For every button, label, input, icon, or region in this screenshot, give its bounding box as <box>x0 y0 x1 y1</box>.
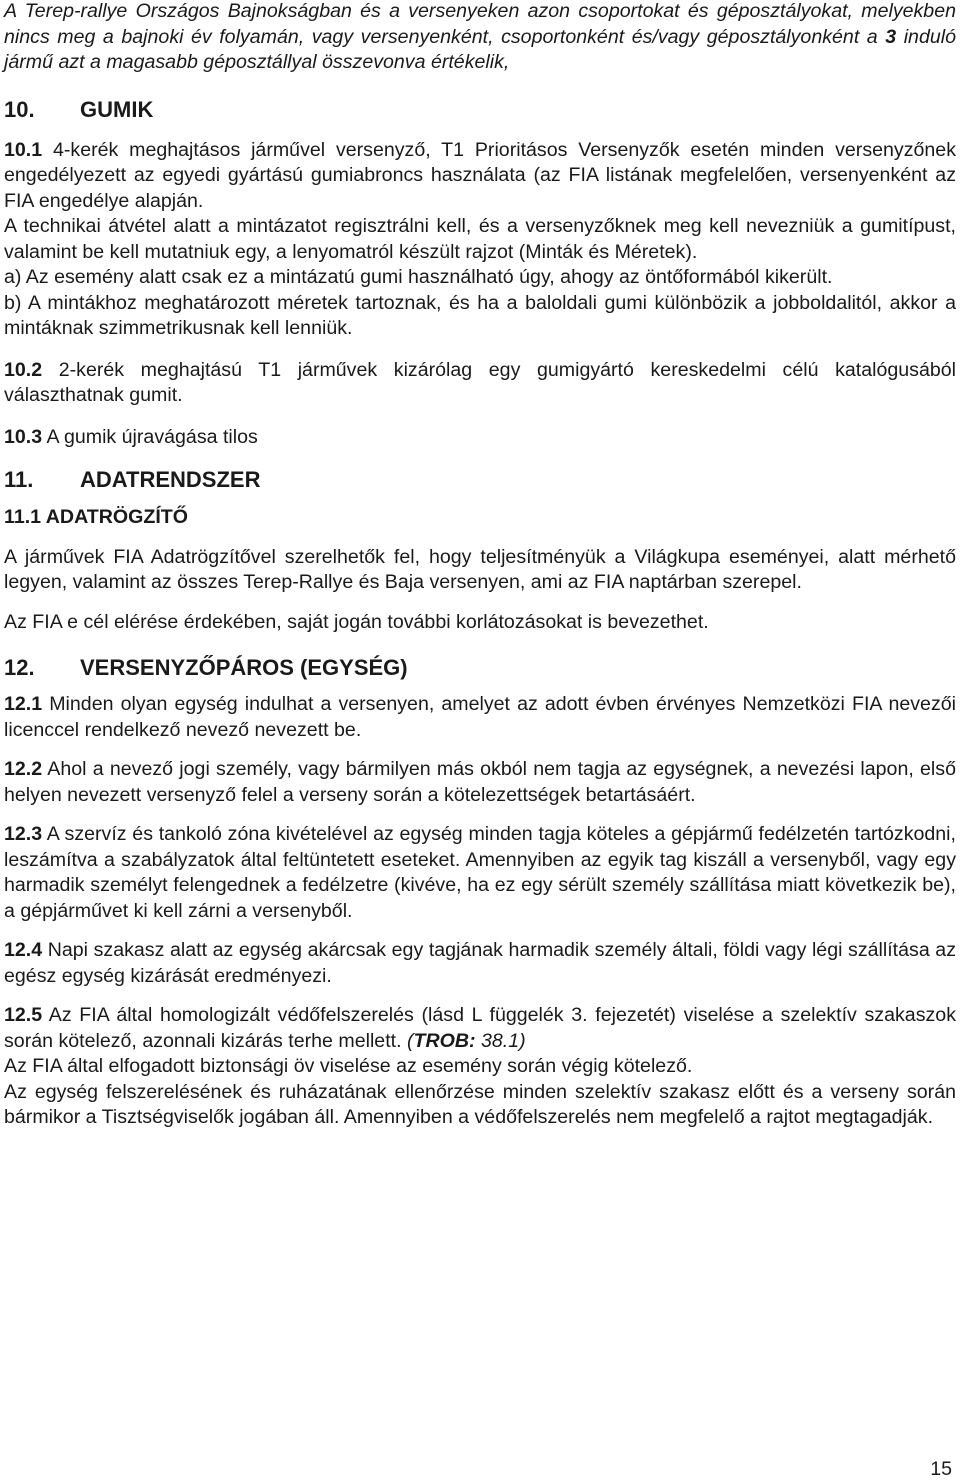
paragraph-10-1-registration: A technikai átvétel alatt a mintázatot regisztrálni kell, és a versenyzőknek meg kell nevezniük a gumitípust, valamint be kell mutatniuk egy, a lenyomatról készült rajzot (Minták és Méretek). <box>4 215 956 263</box>
paragraph-12-5 <box>4 1003 956 1054</box>
paragraph-number: 12.4 <box>4 939 43 961</box>
paragraph-12-4 <box>4 938 956 989</box>
paragraph-10-1 <box>4 138 956 215</box>
paragraph-number: 10.2 <box>4 358 43 381</box>
paragraph-text: A gumik újravágása tilos <box>46 425 258 448</box>
subsection-number: 11.1 <box>4 506 42 528</box>
paragraph-10-2 <box>4 358 956 409</box>
paragraph-number: 12.1 <box>4 693 43 715</box>
intro-bold-number: 3 <box>885 25 897 48</box>
regulation-reference <box>407 1030 526 1052</box>
intro-text: A Terep-rallye Országos Bajnokságban és a versenyeken azon csoportokat és géposztályokat, melyekben nincs meg a bajnoki év folyamán, vagy versenyenként, csoportonként és/vagy géposztályonként a <box>4 0 956 48</box>
paragraph-10-1-a: a) Az esemény alatt csak ez a mintázatú gumi használható úgy, ahogy az öntőformából kikerült. <box>4 266 833 288</box>
paragraph-11-1-restrictions: Az FIA e cél elérése érdekében, saját jogán további korlátozásokat is bevezethet. <box>4 610 709 633</box>
section-10-heading <box>4 95 956 125</box>
paragraph-number: 12.3 <box>4 823 43 845</box>
paragraph-number: 10.3 <box>4 425 43 448</box>
intro-text-end: induló jármű azt a magasabb géposztállyal összevonva értékelik, <box>4 25 956 73</box>
intro-paragraph <box>4 0 956 76</box>
paragraph-text: Napi szakasz alatt az egység akárcsak egy tagjának harmadik személy általi, földi vagy légi szállítása az egész egység kizárását eredményezi. <box>4 939 956 987</box>
section-12-heading <box>4 653 956 683</box>
section-number: 10. <box>4 96 35 122</box>
paragraph-12-1 <box>4 692 956 743</box>
section-number: 11. <box>4 467 34 492</box>
paragraph-12-5-seatbelt: Az FIA által elfogadott biztonsági öv viselése az esemény során végig kötelező. <box>4 1055 693 1077</box>
paragraph-12-2 <box>4 757 956 808</box>
subsection-title: ADATRÖGZÍTŐ <box>45 506 188 528</box>
reference-number: 38.1) <box>475 1029 526 1052</box>
reference-code: TROB: <box>413 1029 476 1052</box>
paragraph-11-1-text: A járművek FIA Adatrögzítővel szerelhetők fel, hogy teljesítményük a Világkupa eseményei, alatt mérhető legyen, valamint az összes Terep-Rallye és Baja versenyen, ami az FIA naptárban szerepel. <box>4 545 956 593</box>
paragraph-text: A szervíz és tankoló zóna kivételével az egység minden tagja köteles a gépjármű fedélzetén tartózkodni, leszámítva a szabályzatok által feltüntetett eseteket. Amennyiben az egyik tag kiszáll a versenyből, vagy egy harmadik személyt felengednek a fedélzetre (kivéve, ha ez egy sérült személy szállítása miatt következik be), a gépjárművet ki kell zárni a versenyből. <box>4 823 956 922</box>
section-title: VERSENYZŐPÁROS (EGYSÉG) <box>80 655 408 680</box>
document-page <box>4 0 956 1131</box>
paragraph-text: Minden olyan egység indulhat a versenyen, amelyet az adott évben érvényes Nemzetközi FIA nevezői licenccel rendelkező nevező nevezett be. <box>4 693 956 741</box>
paragraph-text: Az FIA által homologizált védőfelszerelés (lásd L függelék 3. fejezetét) viselése a szelektív szakaszok során kötelező, azonnali kizárás terhe mellett. <box>4 1004 956 1052</box>
page-number: 15 <box>930 1458 952 1480</box>
paragraph-12-5-inspection: Az egység felszerelésének és ruházatának ellenőrzése minden szelektív szakasz előtt és a verseny során bármikor a Tisztségviselők jogában áll. Amennyiben a védőfelszerelés nem megfelelő a rajtot megtagadják. <box>4 1080 956 1128</box>
paragraph-12-3 <box>4 822 956 924</box>
paragraph-10-1-b: b) A mintákhoz meghatározott méretek tartoznak, és ha a baloldali gumi különbözik a jobboldalitól, akkor a mintáknak szimmetrikusnak kell lenniük. <box>4 291 956 339</box>
section-number: 12. <box>4 655 35 680</box>
paragraph-10-3 <box>4 425 956 451</box>
section-title: GUMIK <box>80 96 154 122</box>
paragraph-text: Ahol a nevező jogi személy, vagy bármilyen más okból nem tagja az egységnek, a nevezési lapon, első helyen nevezett versenyző felel a verseny során a kötelezettségek betartásáért. <box>4 758 956 806</box>
subsection-11-1-heading <box>4 505 956 531</box>
paragraph-number: 10.1 <box>4 138 43 161</box>
paragraph-text: 4-kerék meghajtásos járművel versenyző, T1 Prioritásos Versenyzők esetén minden versenyzőnek engedélyezett az egyedi gyártású gumiabroncs használata (az FIA listának megfelelően, versenyenként az FIA engedélye alapján. <box>4 138 956 212</box>
reference-open: ( <box>406 1029 414 1052</box>
section-title: ADATRENDSZER <box>80 467 261 492</box>
paragraph-text: 2-kerék meghajtású T1 járművek kizárólag egy gumigyártó kereskedelmi célú katalógusából választhatnak gumit. <box>4 358 956 406</box>
paragraph-number: 12.5 <box>4 1004 43 1026</box>
section-11-heading <box>4 465 956 495</box>
paragraph-number: 12.2 <box>4 758 43 780</box>
